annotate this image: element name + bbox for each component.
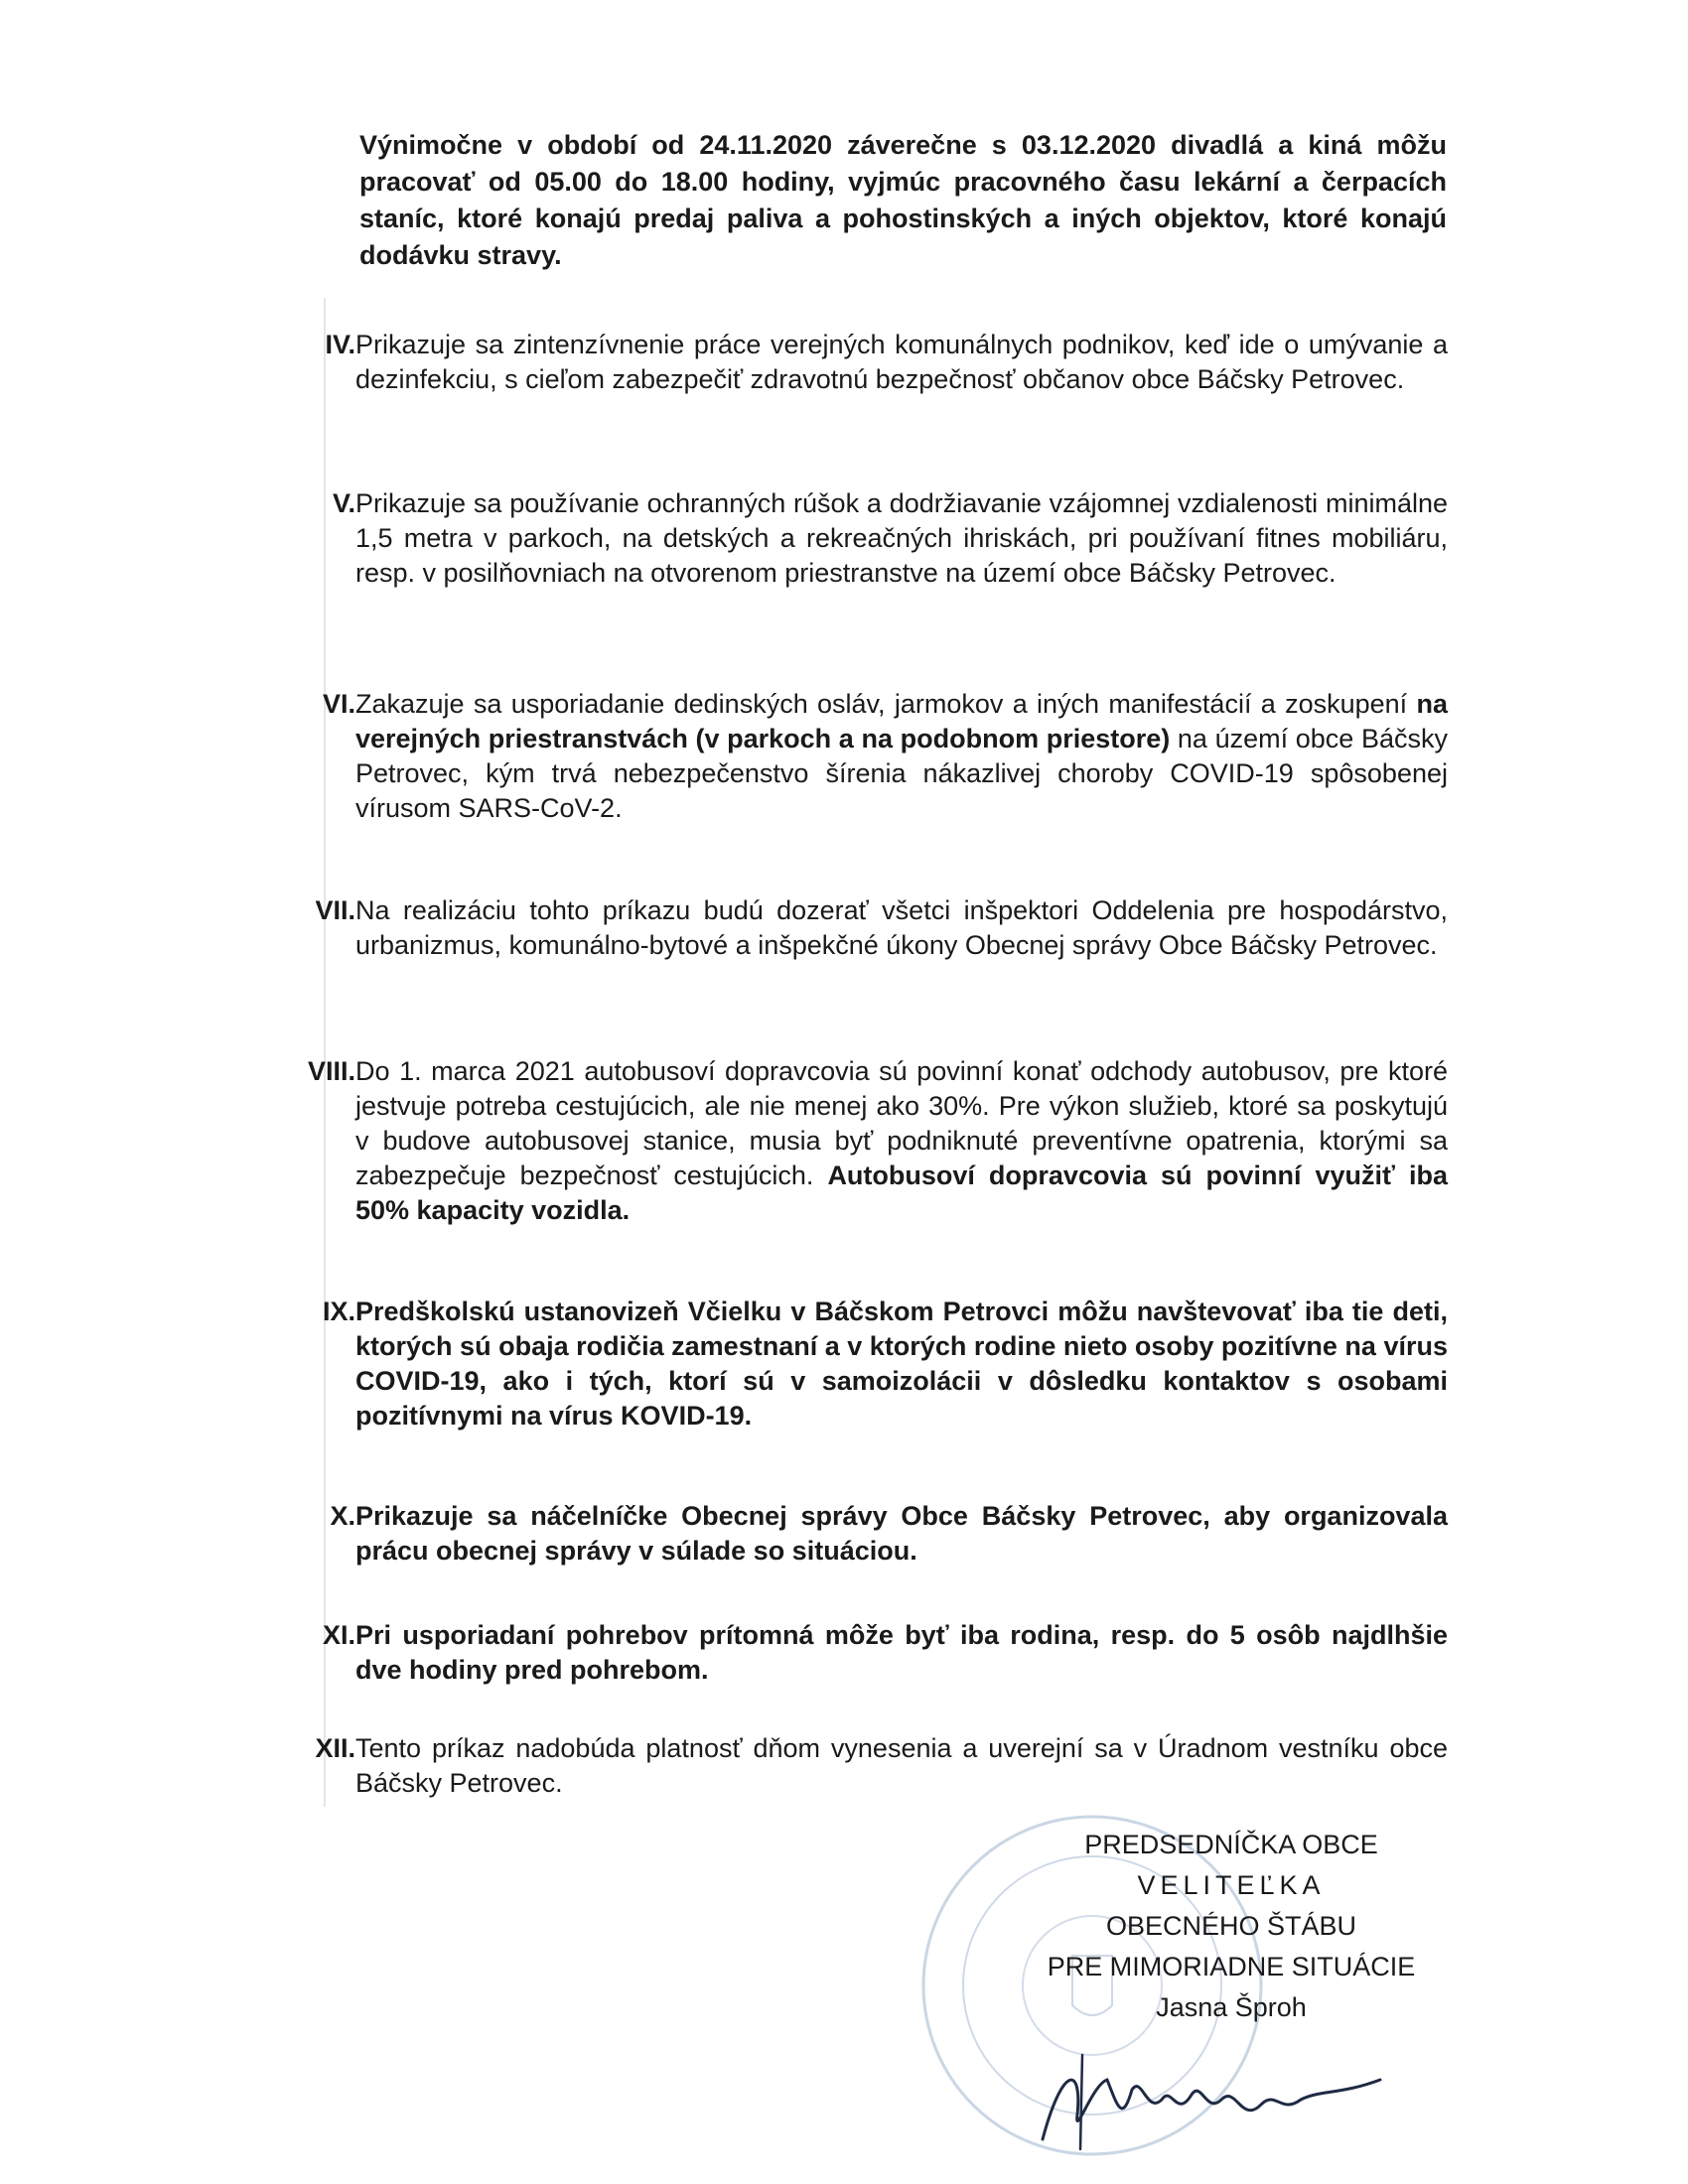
- article-number: VIII.: [307, 1056, 355, 1086]
- article-text: Zakazuje sa usporiadanie dedinských osláv, jarmokov a iných manifestácií a zoskupení na verejných priestranstvách (v parkoch a na podobnom priestore) na území obce Báčsky Petrovec, kým trvá nebezpečenstvo šírenia nákazlivej choroby COVID-19 spôsobenej vírusom SARS-CoV-2.: [355, 689, 1448, 823]
- handwritten-signature: [1023, 2045, 1400, 2154]
- article-number: XI.: [322, 1620, 355, 1650]
- article-number: V.: [332, 488, 355, 518]
- signature-block: [1023, 1825, 1440, 2028]
- article-text: Prikazuje sa používanie ochranných rúšok a dodržiavanie vzájomnej vzdialenosti minimálne 1,5 metra v parkoch, na detských a rekreačných ihriskách, pri používaní fitnes mobiliáru, resp. v posilňovniach na otvorenom priestranstve na území obce Báčsky Petrovec.: [355, 488, 1448, 588]
- article-text: Prikazuje sa zintenzívnenie práce verejných komunálnych podnikov, keď ide o umývanie a dezinfekciu, s cieľom zabezpečiť zdravotnú bezpečnosť občanov obce Báčsky Petrovec.: [355, 330, 1448, 394]
- article-text: Pri usporiadaní pohrebov prítomná môže byť iba rodina, resp. do 5 osôb najdlhšie dve hodiny pred pohrebom.: [355, 1620, 1448, 1685]
- article-number: IX.: [322, 1297, 355, 1326]
- signatory-body-2: PRE MIMORIADNE SITUÁCIE: [1047, 1952, 1416, 1981]
- signatory-role: VELITEĽKA: [1137, 1870, 1326, 1900]
- article-text: Prikazuje sa náčelníčke Obecnej správy Obce Báčsky Petrovec, aby organizovala prácu obecnej správy v súlade so situáciou.: [355, 1501, 1448, 1566]
- article-number: XII.: [315, 1733, 355, 1763]
- article-number: VII.: [315, 895, 355, 925]
- article-text: Predškolskú ustanovizeň Včielku v Báčskom Petrovci môžu navštevovať iba tie deti, ktorých sú obaja rodičia zamestnaní a v ktorých rodine nieto osoby pozitívne na vírus COVID-19, ako i tých, ktorí sú v samoizolácii v dôsledku kontaktov s osobami pozitívnymi na vírus KOVID-19.: [355, 1297, 1448, 1431]
- article-text: Do 1. marca 2021 autobusoví dopravcovia sú povinní konať odchody autobusov, pre ktoré jestvuje potreba cestujúcich, ale nie menej ako 30%. Pre výkon služieb, ktoré sa poskytujú v budove autobusovej stanice, musia byť podniknuté preventívne opatrenia, ktorými sa zabezpečuje bezpečnosť cestujúcich. Autobusoví dopravcovia sú povinní využiť iba 50% kapacity vozidla.: [355, 1056, 1448, 1225]
- article-number: X.: [330, 1501, 355, 1531]
- signatory-name: Jasna Šproh: [1156, 1992, 1307, 2022]
- signatory-title: PREDSEDNÍČKA OBCE: [1084, 1830, 1378, 1859]
- article-number: VI.: [322, 689, 355, 719]
- article-text: Tento príkaz nadobúda platnosť dňom vynesenia a uverejní sa v Úradnom vestníku obce Báčsky Petrovec.: [355, 1733, 1448, 1798]
- article-number: IV.: [325, 330, 355, 359]
- signatory-body: OBECNÉHO ŠTÁBU: [1105, 1911, 1357, 1941]
- intro-paragraph: Výnimočne v období od 24.11.2020 záverečne s 03.12.2020 divadlá a kiná môžu pracovať od 05.00 do 18.00 hodiny, vyjmúc pracovného času lekární a čerpacích staníc, ktoré konajú predaj paliva a pohostinských a iných objektov, ktoré konajú dodávku stravy.: [359, 130, 1447, 270]
- margin-line: [324, 298, 326, 1807]
- article-text: Na realizáciu tohto príkazu budú dozerať všetci inšpektori Oddelenia pre hospodárstvo, urbanizmus, komunálno-bytové a inšpekčné úkony Obecnej správy Obce Báčsky Petrovec.: [355, 895, 1448, 960]
